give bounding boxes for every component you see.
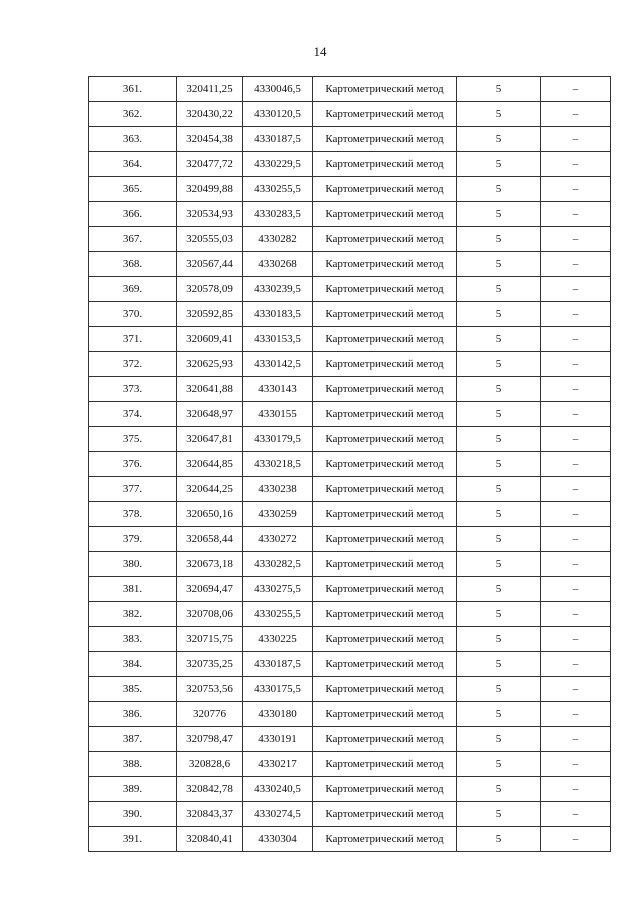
y-coordinate-cell: 4330143 xyxy=(243,377,313,402)
point-number-cell: 362. xyxy=(89,102,177,127)
table-row xyxy=(89,802,611,827)
x-coordinate-cell: 320454,38 xyxy=(177,127,243,152)
accuracy-cell: 5 xyxy=(457,227,541,252)
accuracy-cell: 5 xyxy=(457,502,541,527)
point-number-cell: 374. xyxy=(89,402,177,427)
x-coordinate-cell: 320798,47 xyxy=(177,727,243,752)
point-number-cell: 381. xyxy=(89,577,177,602)
method-cell: Картометрический метод xyxy=(313,377,457,402)
x-coordinate-cell: 320735,25 xyxy=(177,652,243,677)
accuracy-cell: 5 xyxy=(457,277,541,302)
point-number-cell: 378. xyxy=(89,502,177,527)
note-cell: – xyxy=(541,302,611,327)
accuracy-cell: 5 xyxy=(457,677,541,702)
point-number-cell: 386. xyxy=(89,702,177,727)
table-row xyxy=(89,527,611,552)
note-cell: – xyxy=(541,627,611,652)
y-coordinate-cell: 4330275,5 xyxy=(243,577,313,602)
table-row xyxy=(89,652,611,677)
accuracy-cell: 5 xyxy=(457,477,541,502)
table-row xyxy=(89,102,611,127)
note-cell: – xyxy=(541,452,611,477)
x-coordinate-cell: 320555,03 xyxy=(177,227,243,252)
method-cell: Картометрический метод xyxy=(313,627,457,652)
method-cell: Картометрический метод xyxy=(313,77,457,102)
x-coordinate-cell: 320411,25 xyxy=(177,77,243,102)
x-coordinate-cell: 320609,41 xyxy=(177,327,243,352)
accuracy-cell: 5 xyxy=(457,552,541,577)
table-row xyxy=(89,677,611,702)
y-coordinate-cell: 4330142,5 xyxy=(243,352,313,377)
point-number-cell: 361. xyxy=(89,77,177,102)
point-number-cell: 365. xyxy=(89,177,177,202)
point-number-cell: 385. xyxy=(89,677,177,702)
point-number-cell: 368. xyxy=(89,252,177,277)
point-number-cell: 366. xyxy=(89,202,177,227)
accuracy-cell: 5 xyxy=(457,152,541,177)
accuracy-cell: 5 xyxy=(457,352,541,377)
table-row xyxy=(89,177,611,202)
note-cell: – xyxy=(541,727,611,752)
note-cell: – xyxy=(541,752,611,777)
point-number-cell: 363. xyxy=(89,127,177,152)
method-cell: Картометрический метод xyxy=(313,827,457,852)
point-number-cell: 390. xyxy=(89,802,177,827)
point-number-cell: 373. xyxy=(89,377,177,402)
table-row xyxy=(89,77,611,102)
x-coordinate-cell: 320650,16 xyxy=(177,502,243,527)
accuracy-cell: 5 xyxy=(457,177,541,202)
method-cell: Картометрический метод xyxy=(313,302,457,327)
method-cell: Картометрический метод xyxy=(313,602,457,627)
x-coordinate-cell: 320647,81 xyxy=(177,427,243,452)
accuracy-cell: 5 xyxy=(457,427,541,452)
x-coordinate-cell: 320592,85 xyxy=(177,302,243,327)
note-cell: – xyxy=(541,652,611,677)
table-row xyxy=(89,777,611,802)
y-coordinate-cell: 4330229,5 xyxy=(243,152,313,177)
table-row xyxy=(89,402,611,427)
coordinates-table xyxy=(88,76,611,852)
method-cell: Картометрический метод xyxy=(313,202,457,227)
accuracy-cell: 5 xyxy=(457,202,541,227)
note-cell: – xyxy=(541,527,611,552)
table-row xyxy=(89,327,611,352)
note-cell: – xyxy=(541,402,611,427)
x-coordinate-cell: 320567,44 xyxy=(177,252,243,277)
note-cell: – xyxy=(541,702,611,727)
x-coordinate-cell: 320644,85 xyxy=(177,452,243,477)
accuracy-cell: 5 xyxy=(457,752,541,777)
method-cell: Картометрический метод xyxy=(313,477,457,502)
method-cell: Картометрический метод xyxy=(313,352,457,377)
method-cell: Картометрический метод xyxy=(313,227,457,252)
x-coordinate-cell: 320843,37 xyxy=(177,802,243,827)
note-cell: – xyxy=(541,477,611,502)
note-cell: – xyxy=(541,77,611,102)
x-coordinate-cell: 320708,06 xyxy=(177,602,243,627)
y-coordinate-cell: 4330183,5 xyxy=(243,302,313,327)
table-row xyxy=(89,252,611,277)
point-number-cell: 364. xyxy=(89,152,177,177)
note-cell: – xyxy=(541,777,611,802)
table-row xyxy=(89,277,611,302)
accuracy-cell: 5 xyxy=(457,402,541,427)
note-cell: – xyxy=(541,602,611,627)
accuracy-cell: 5 xyxy=(457,452,541,477)
y-coordinate-cell: 4330282 xyxy=(243,227,313,252)
y-coordinate-cell: 4330187,5 xyxy=(243,127,313,152)
method-cell: Картометрический метод xyxy=(313,452,457,477)
x-coordinate-cell: 320715,75 xyxy=(177,627,243,652)
x-coordinate-cell: 320430,22 xyxy=(177,102,243,127)
y-coordinate-cell: 4330175,5 xyxy=(243,677,313,702)
x-coordinate-cell: 320641,88 xyxy=(177,377,243,402)
y-coordinate-cell: 4330255,5 xyxy=(243,177,313,202)
note-cell: – xyxy=(541,102,611,127)
method-cell: Картометрический метод xyxy=(313,102,457,127)
y-coordinate-cell: 4330180 xyxy=(243,702,313,727)
method-cell: Картометрический метод xyxy=(313,727,457,752)
point-number-cell: 380. xyxy=(89,552,177,577)
x-coordinate-cell: 320578,09 xyxy=(177,277,243,302)
note-cell: – xyxy=(541,502,611,527)
accuracy-cell: 5 xyxy=(457,827,541,852)
page-number: 14 xyxy=(313,44,327,59)
accuracy-cell: 5 xyxy=(457,377,541,402)
accuracy-cell: 5 xyxy=(457,627,541,652)
table-row xyxy=(89,227,611,252)
note-cell: – xyxy=(541,677,611,702)
point-number-cell: 372. xyxy=(89,352,177,377)
x-coordinate-cell: 320477,72 xyxy=(177,152,243,177)
method-cell: Картометрический метод xyxy=(313,527,457,552)
x-coordinate-cell: 320776 xyxy=(177,702,243,727)
method-cell: Картометрический метод xyxy=(313,277,457,302)
accuracy-cell: 5 xyxy=(457,527,541,552)
y-coordinate-cell: 4330155 xyxy=(243,402,313,427)
note-cell: – xyxy=(541,127,611,152)
note-cell: – xyxy=(541,577,611,602)
point-number-cell: 384. xyxy=(89,652,177,677)
point-number-cell: 377. xyxy=(89,477,177,502)
table-row xyxy=(89,427,611,452)
method-cell: Картометрический метод xyxy=(313,652,457,677)
method-cell: Картометрический метод xyxy=(313,502,457,527)
coordinates-table-body xyxy=(89,77,611,852)
note-cell: – xyxy=(541,552,611,577)
method-cell: Картометрический метод xyxy=(313,402,457,427)
accuracy-cell: 5 xyxy=(457,777,541,802)
y-coordinate-cell: 4330217 xyxy=(243,752,313,777)
note-cell: – xyxy=(541,427,611,452)
table-row xyxy=(89,577,611,602)
note-cell: – xyxy=(541,227,611,252)
point-number-cell: 388. xyxy=(89,752,177,777)
point-number-cell: 371. xyxy=(89,327,177,352)
point-number-cell: 376. xyxy=(89,452,177,477)
method-cell: Картометрический метод xyxy=(313,177,457,202)
x-coordinate-cell: 320658,44 xyxy=(177,527,243,552)
method-cell: Картометрический метод xyxy=(313,252,457,277)
accuracy-cell: 5 xyxy=(457,602,541,627)
table-row xyxy=(89,477,611,502)
y-coordinate-cell: 4330191 xyxy=(243,727,313,752)
y-coordinate-cell: 4330282,5 xyxy=(243,552,313,577)
x-coordinate-cell: 320648,97 xyxy=(177,402,243,427)
x-coordinate-cell: 320534,93 xyxy=(177,202,243,227)
method-cell: Картометрический метод xyxy=(313,702,457,727)
method-cell: Картометрический метод xyxy=(313,802,457,827)
note-cell: – xyxy=(541,377,611,402)
x-coordinate-cell: 320828,6 xyxy=(177,752,243,777)
note-cell: – xyxy=(541,352,611,377)
table-row xyxy=(89,127,611,152)
method-cell: Картометрический метод xyxy=(313,677,457,702)
point-number-cell: 382. xyxy=(89,602,177,627)
table-row xyxy=(89,377,611,402)
note-cell: – xyxy=(541,202,611,227)
x-coordinate-cell: 320673,18 xyxy=(177,552,243,577)
y-coordinate-cell: 4330153,5 xyxy=(243,327,313,352)
table-row xyxy=(89,152,611,177)
y-coordinate-cell: 4330225 xyxy=(243,627,313,652)
accuracy-cell: 5 xyxy=(457,127,541,152)
y-coordinate-cell: 4330272 xyxy=(243,527,313,552)
accuracy-cell: 5 xyxy=(457,77,541,102)
note-cell: – xyxy=(541,827,611,852)
accuracy-cell: 5 xyxy=(457,802,541,827)
accuracy-cell: 5 xyxy=(457,327,541,352)
method-cell: Картометрический метод xyxy=(313,327,457,352)
method-cell: Картометрический метод xyxy=(313,127,457,152)
x-coordinate-cell: 320753,56 xyxy=(177,677,243,702)
table-row xyxy=(89,602,611,627)
table-row xyxy=(89,552,611,577)
point-number-cell: 370. xyxy=(89,302,177,327)
y-coordinate-cell: 4330240,5 xyxy=(243,777,313,802)
point-number-cell: 379. xyxy=(89,527,177,552)
table-row xyxy=(89,502,611,527)
table-row xyxy=(89,627,611,652)
method-cell: Картометрический метод xyxy=(313,577,457,602)
y-coordinate-cell: 4330218,5 xyxy=(243,452,313,477)
method-cell: Картометрический метод xyxy=(313,552,457,577)
table-row xyxy=(89,752,611,777)
point-number-cell: 367. xyxy=(89,227,177,252)
point-number-cell: 389. xyxy=(89,777,177,802)
table-row xyxy=(89,702,611,727)
y-coordinate-cell: 4330120,5 xyxy=(243,102,313,127)
x-coordinate-cell: 320625,93 xyxy=(177,352,243,377)
note-cell: – xyxy=(541,802,611,827)
point-number-cell: 375. xyxy=(89,427,177,452)
method-cell: Картометрический метод xyxy=(313,777,457,802)
point-number-cell: 391. xyxy=(89,827,177,852)
y-coordinate-cell: 4330283,5 xyxy=(243,202,313,227)
method-cell: Картометрический метод xyxy=(313,427,457,452)
note-cell: – xyxy=(541,152,611,177)
y-coordinate-cell: 4330304 xyxy=(243,827,313,852)
accuracy-cell: 5 xyxy=(457,702,541,727)
accuracy-cell: 5 xyxy=(457,252,541,277)
y-coordinate-cell: 4330274,5 xyxy=(243,802,313,827)
y-coordinate-cell: 4330268 xyxy=(243,252,313,277)
accuracy-cell: 5 xyxy=(457,577,541,602)
y-coordinate-cell: 4330238 xyxy=(243,477,313,502)
x-coordinate-cell: 320840,41 xyxy=(177,827,243,852)
point-number-cell: 369. xyxy=(89,277,177,302)
x-coordinate-cell: 320842,78 xyxy=(177,777,243,802)
y-coordinate-cell: 4330259 xyxy=(243,502,313,527)
x-coordinate-cell: 320694,47 xyxy=(177,577,243,602)
note-cell: – xyxy=(541,177,611,202)
note-cell: – xyxy=(541,252,611,277)
method-cell: Картометрический метод xyxy=(313,752,457,777)
point-number-cell: 387. xyxy=(89,727,177,752)
table-row xyxy=(89,827,611,852)
x-coordinate-cell: 320499,88 xyxy=(177,177,243,202)
point-number-cell: 383. xyxy=(89,627,177,652)
y-coordinate-cell: 4330179,5 xyxy=(243,427,313,452)
y-coordinate-cell: 4330255,5 xyxy=(243,602,313,627)
table-row xyxy=(89,352,611,377)
method-cell: Картометрический метод xyxy=(313,152,457,177)
note-cell: – xyxy=(541,277,611,302)
note-cell: – xyxy=(541,327,611,352)
y-coordinate-cell: 4330046,5 xyxy=(243,77,313,102)
table-row xyxy=(89,302,611,327)
y-coordinate-cell: 4330239,5 xyxy=(243,277,313,302)
table-row xyxy=(89,202,611,227)
accuracy-cell: 5 xyxy=(457,652,541,677)
accuracy-cell: 5 xyxy=(457,727,541,752)
accuracy-cell: 5 xyxy=(457,102,541,127)
table-row xyxy=(89,727,611,752)
accuracy-cell: 5 xyxy=(457,302,541,327)
y-coordinate-cell: 4330187,5 xyxy=(243,652,313,677)
x-coordinate-cell: 320644,25 xyxy=(177,477,243,502)
table-row xyxy=(89,452,611,477)
